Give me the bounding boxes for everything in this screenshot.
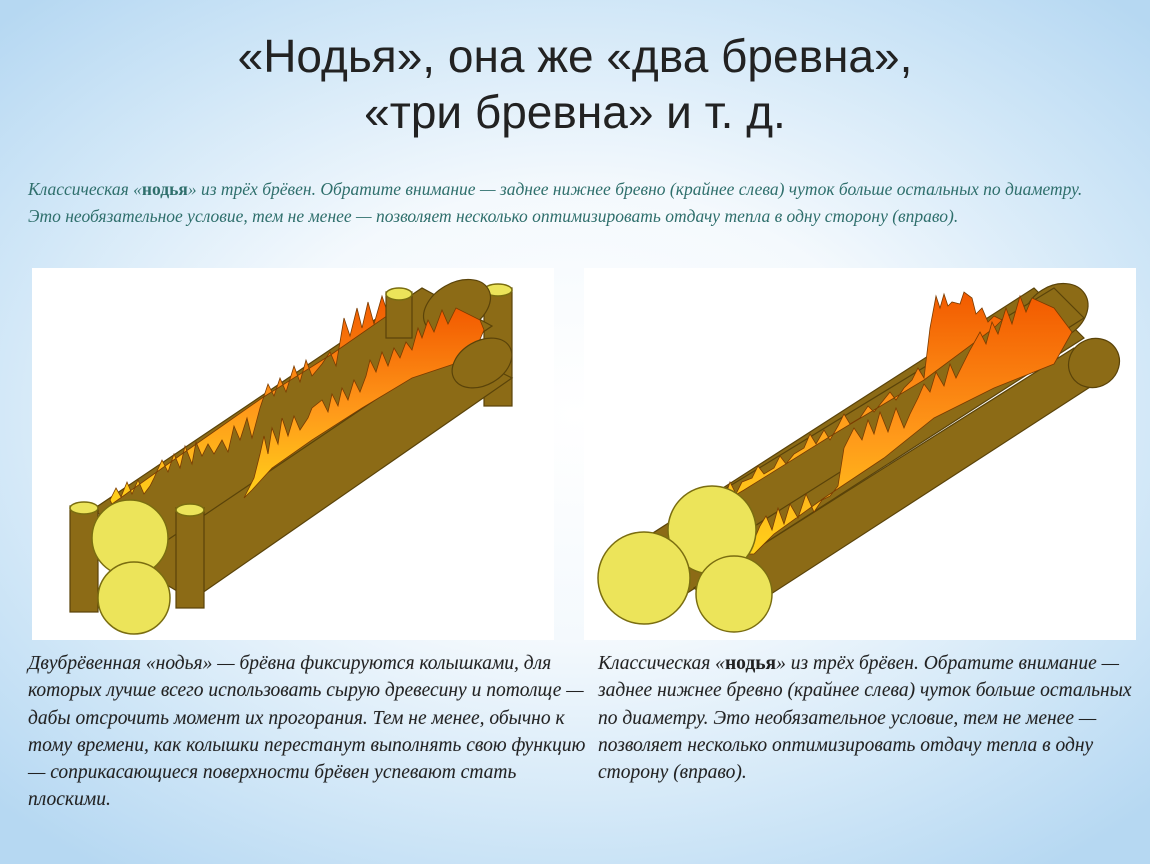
two-log-nodya-illustration	[32, 268, 554, 640]
subtitle-text	[28, 176, 1118, 229]
title-line-1: «Нодья», она же «два бревна»,	[237, 30, 913, 82]
front-lower-log-end	[696, 556, 772, 632]
subtitle-part-1: Классическая «	[28, 179, 142, 199]
caption-two-log-text: Двубрёвенная «нодья» — брёвна фиксируются колышками, для которых лучше всего использовать сырую древесину и потолще — дабы отсрочить момент их прогорания. Тем не менее, обычно к тому времени, как колышки перестанут выполнять свою функцию — соприкасающиеся поверхности брёвен успевают стать плоскими.	[28, 653, 586, 811]
subtitle-part-2: » из трёх брёвен. Обратите внимание — заднее нижнее бревно (крайнее слева) чуток больше остальных по диаметру. Это необязательное условие, тем не менее — позволяет несколько оптимизировать отдачу тепла в одну сторону (вправо).	[28, 179, 1083, 226]
stake-right	[176, 504, 204, 608]
caption-three-log	[598, 650, 1148, 786]
caption-two-log	[28, 650, 588, 814]
stake-left	[70, 502, 98, 612]
subtitle-bold-word: нодья	[141, 179, 188, 199]
title-line-2: «три бревна» и т. д.	[364, 86, 786, 138]
three-log-nodya-illustration	[584, 268, 1136, 640]
back-lower-log-end	[598, 532, 690, 624]
caption-three-log-part-1: Классическая «	[598, 653, 725, 674]
caption-three-log-bold-word: нодья	[724, 653, 777, 674]
lower-log-end	[98, 562, 170, 634]
caption-three-log-part-2: » из трёх брёвен. Обратите внимание — заднее нижнее бревно (крайнее слева) чуток больше остальных по диаметру. Это необязательное условие, тем не менее — позволяет несколько оптимизировать отдачу тепла в одну сторону (вправо).	[598, 653, 1132, 784]
slide-title	[0, 28, 1150, 140]
stake-back-left	[386, 288, 412, 338]
three-log-diagram-panel	[584, 268, 1136, 640]
two-log-diagram-panel	[32, 268, 554, 640]
